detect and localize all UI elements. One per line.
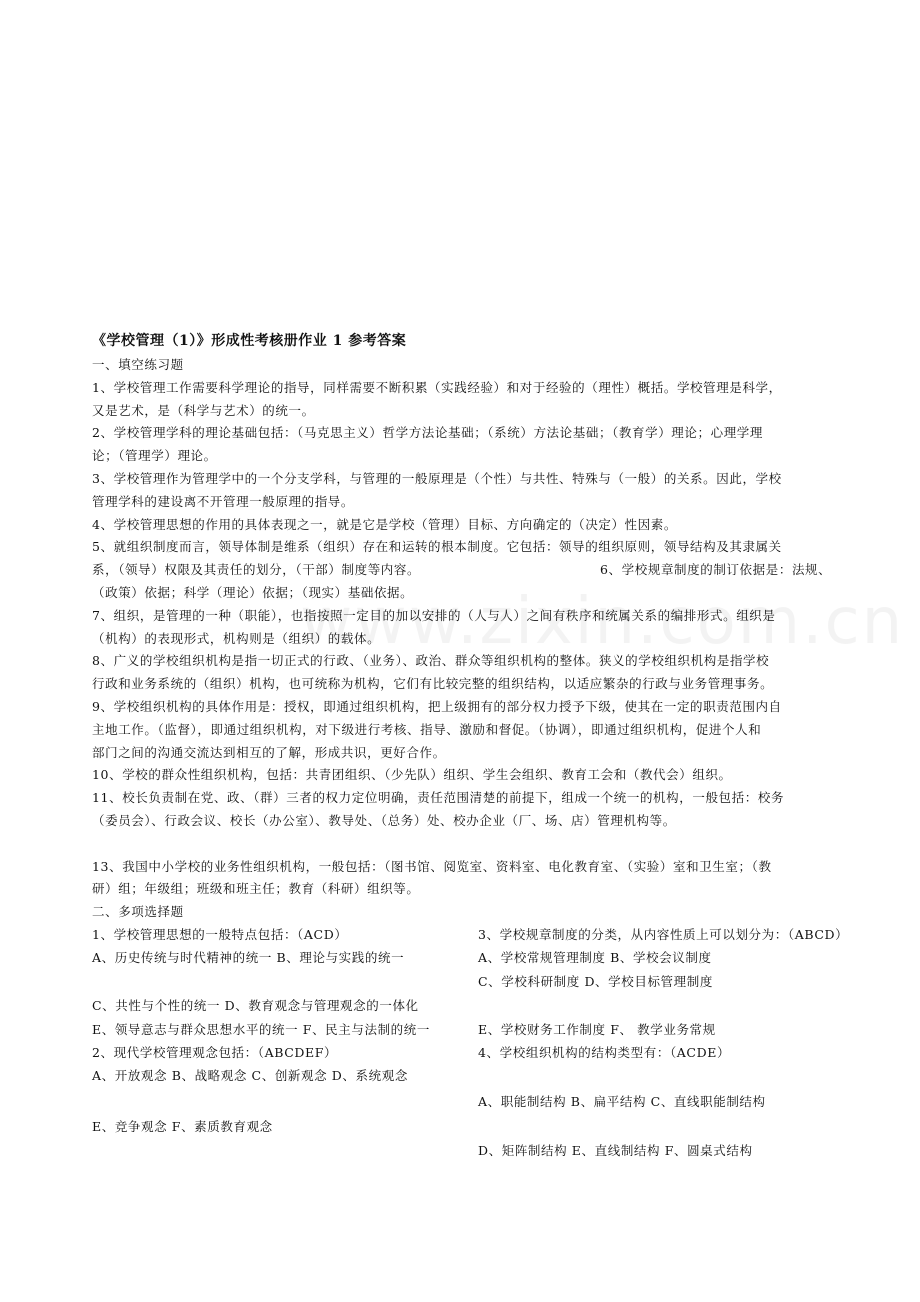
choice-columns — [92, 924, 852, 1184]
split-text-line — [92, 559, 842, 582]
text-line: 管理学科的建设离不开管理一般原理的指导。 — [92, 493, 355, 509]
choice-option-line: A、开放观念 B、战略观念 C、创新观念 D、系统观念 — [92, 1067, 408, 1083]
text-line: 10、学校的群众性组织机构，包括：共青团组织、（少先队）组织、学生会组织、教育工会和（教代会）组织。 — [92, 767, 732, 783]
choice-option-line: A、学校常规管理制度 B、学校会议制度 — [478, 949, 712, 965]
text-line: （政策）依据；科学（理论）依据；（现实）基础依据。 — [92, 584, 414, 600]
text-line: 8、广义的学校组织机构是指一切正式的行政、（业务）、政治、群众等组织机构的整体。狭义的学校组织机构是指学校 — [92, 653, 770, 669]
choice-option-line: E、学校财务工作制度 F、 教学业务常规 — [478, 1021, 716, 1037]
choice-option-line: C、学校科研制度 D、学校目标管理制度 — [478, 973, 713, 989]
text-line: 11、校长负责制在党、政、（群）三者的权力定位明确，责任范围清楚的前提下，组成一个统一的机构，一般包括：校务 — [92, 790, 785, 806]
text-line: 1、学校管理工作需要科学理论的指导，同样需要不断积累（实践经验）和对于经验的（理性）概括。学校管理是科学， — [92, 379, 782, 395]
document-page — [92, 330, 849, 1184]
section-heading-multiple-choice: 二、多项选择题 — [92, 904, 184, 920]
choice-question: 2、现代学校管理观念包括：（ABCDEF） — [92, 1044, 338, 1060]
text-line: 研）组；年级组；班级和班主任；教育（科研）组织等。 — [92, 881, 420, 897]
document-title: 《学校管理（1）》形成性考核册作业 1 参考答案 — [92, 333, 407, 349]
choice-option-line: A、历史传统与时代精神的统一 B、理论与实践的统一 — [92, 949, 405, 965]
split-line-right: 6、学校规章制度的制订依据是：法规、 — [600, 562, 832, 578]
text-line: （机构）的表现形式，机构则是（组织）的载体。 — [92, 630, 381, 646]
text-line: 13、我国中小学校的业务性组织机构，一般包括：（图书馆、阅览室、资料室、电化教育室、（实验）室和卫生室；（教 — [92, 858, 772, 874]
text-line: 3、学校管理作为管理学中的一个分支学科，与管理的一般原理是（个性）与共性、特殊与（一般）的关系。因此，学校 — [92, 470, 782, 486]
choice-question: 3、学校规章制度的分类，从内容性质上可以划分为：（ABCD） — [478, 926, 849, 942]
text-line: 5、就组织制度而言，领导体制是维系（组织）存在和运转的根本制度。它包括：领导的组织原则，领导结构及其隶属关 — [92, 539, 782, 555]
choice-option-line: E、竞争观念 F、素质教育观念 — [92, 1118, 273, 1134]
text-line: 9、学校组织机构的具体作用是：授权，即通过组织机构，把上级拥有的部分权力授予下级，使其在一定的职责范围内自 — [92, 698, 782, 714]
text-line: 论；（管理学）理论。 — [92, 448, 217, 464]
choice-question: 4、学校组织机构的结构类型有：（ACDE） — [478, 1044, 731, 1060]
blank-line — [92, 833, 842, 856]
text-line: 4、学校管理思想的作用的具体表现之一，就是它是学校（管理）目标、方向确定的（决定）性因素。 — [92, 516, 677, 532]
section-heading-fill-in: 一、填空练习题 — [92, 357, 184, 372]
choice-option-line: E、领导意志与群众思想水平的统一 F、民主与法制的统一 — [92, 1021, 430, 1037]
choice-option-line: A、职能制结构 B、扁平结构 C、直线职能制结构 — [478, 1093, 766, 1109]
choice-option-line: D、矩阵制结构 E、直线制结构 F、圆桌式结构 — [478, 1142, 753, 1158]
text-line: 行政和业务系统的（组织）机构，也可统称为机构，它们有比较完整的组织结构，以适应繁杂的行政与业务管理事务。 — [92, 676, 774, 692]
split-line-left: 系，（领导）权限及其责任的划分，（干部）制度等内容。 — [92, 562, 421, 578]
text-line: 7、组织，是管理的一种（职能），也指按照一定目的加以安排的（人与人）之间有秩序和统属关系的编排形式。组织是 — [92, 607, 776, 623]
text-line: 主地工作。（监督），即通过组织机构，对下级进行考核、指导、激励和督促。（协调），即通过组织机构，促进个人和 — [92, 721, 762, 737]
choice-option-line: C、共性与个性的统一 D、教育观念与管理观念的一体化 — [92, 997, 419, 1013]
text-line: 部门之间的沟通交流达到相互的了解，形成共识，更好合作。 — [92, 744, 446, 760]
text-line: （委员会）、行政会议、校长（办公室）、教导处、（总务）处、校办企业（厂、场、店）管理机构等。 — [92, 812, 676, 828]
text-line: 又是艺术，是（科学与艺术）的统一。 — [92, 402, 315, 418]
text-line: 2、学校管理学科的理论基础包括：（马克思主义）哲学方法论基础；（系统）方法论基础；（教育学）理论；心理学理 — [92, 425, 764, 441]
choice-question: 1、学校管理思想的一般特点包括：（ACD） — [92, 926, 348, 942]
